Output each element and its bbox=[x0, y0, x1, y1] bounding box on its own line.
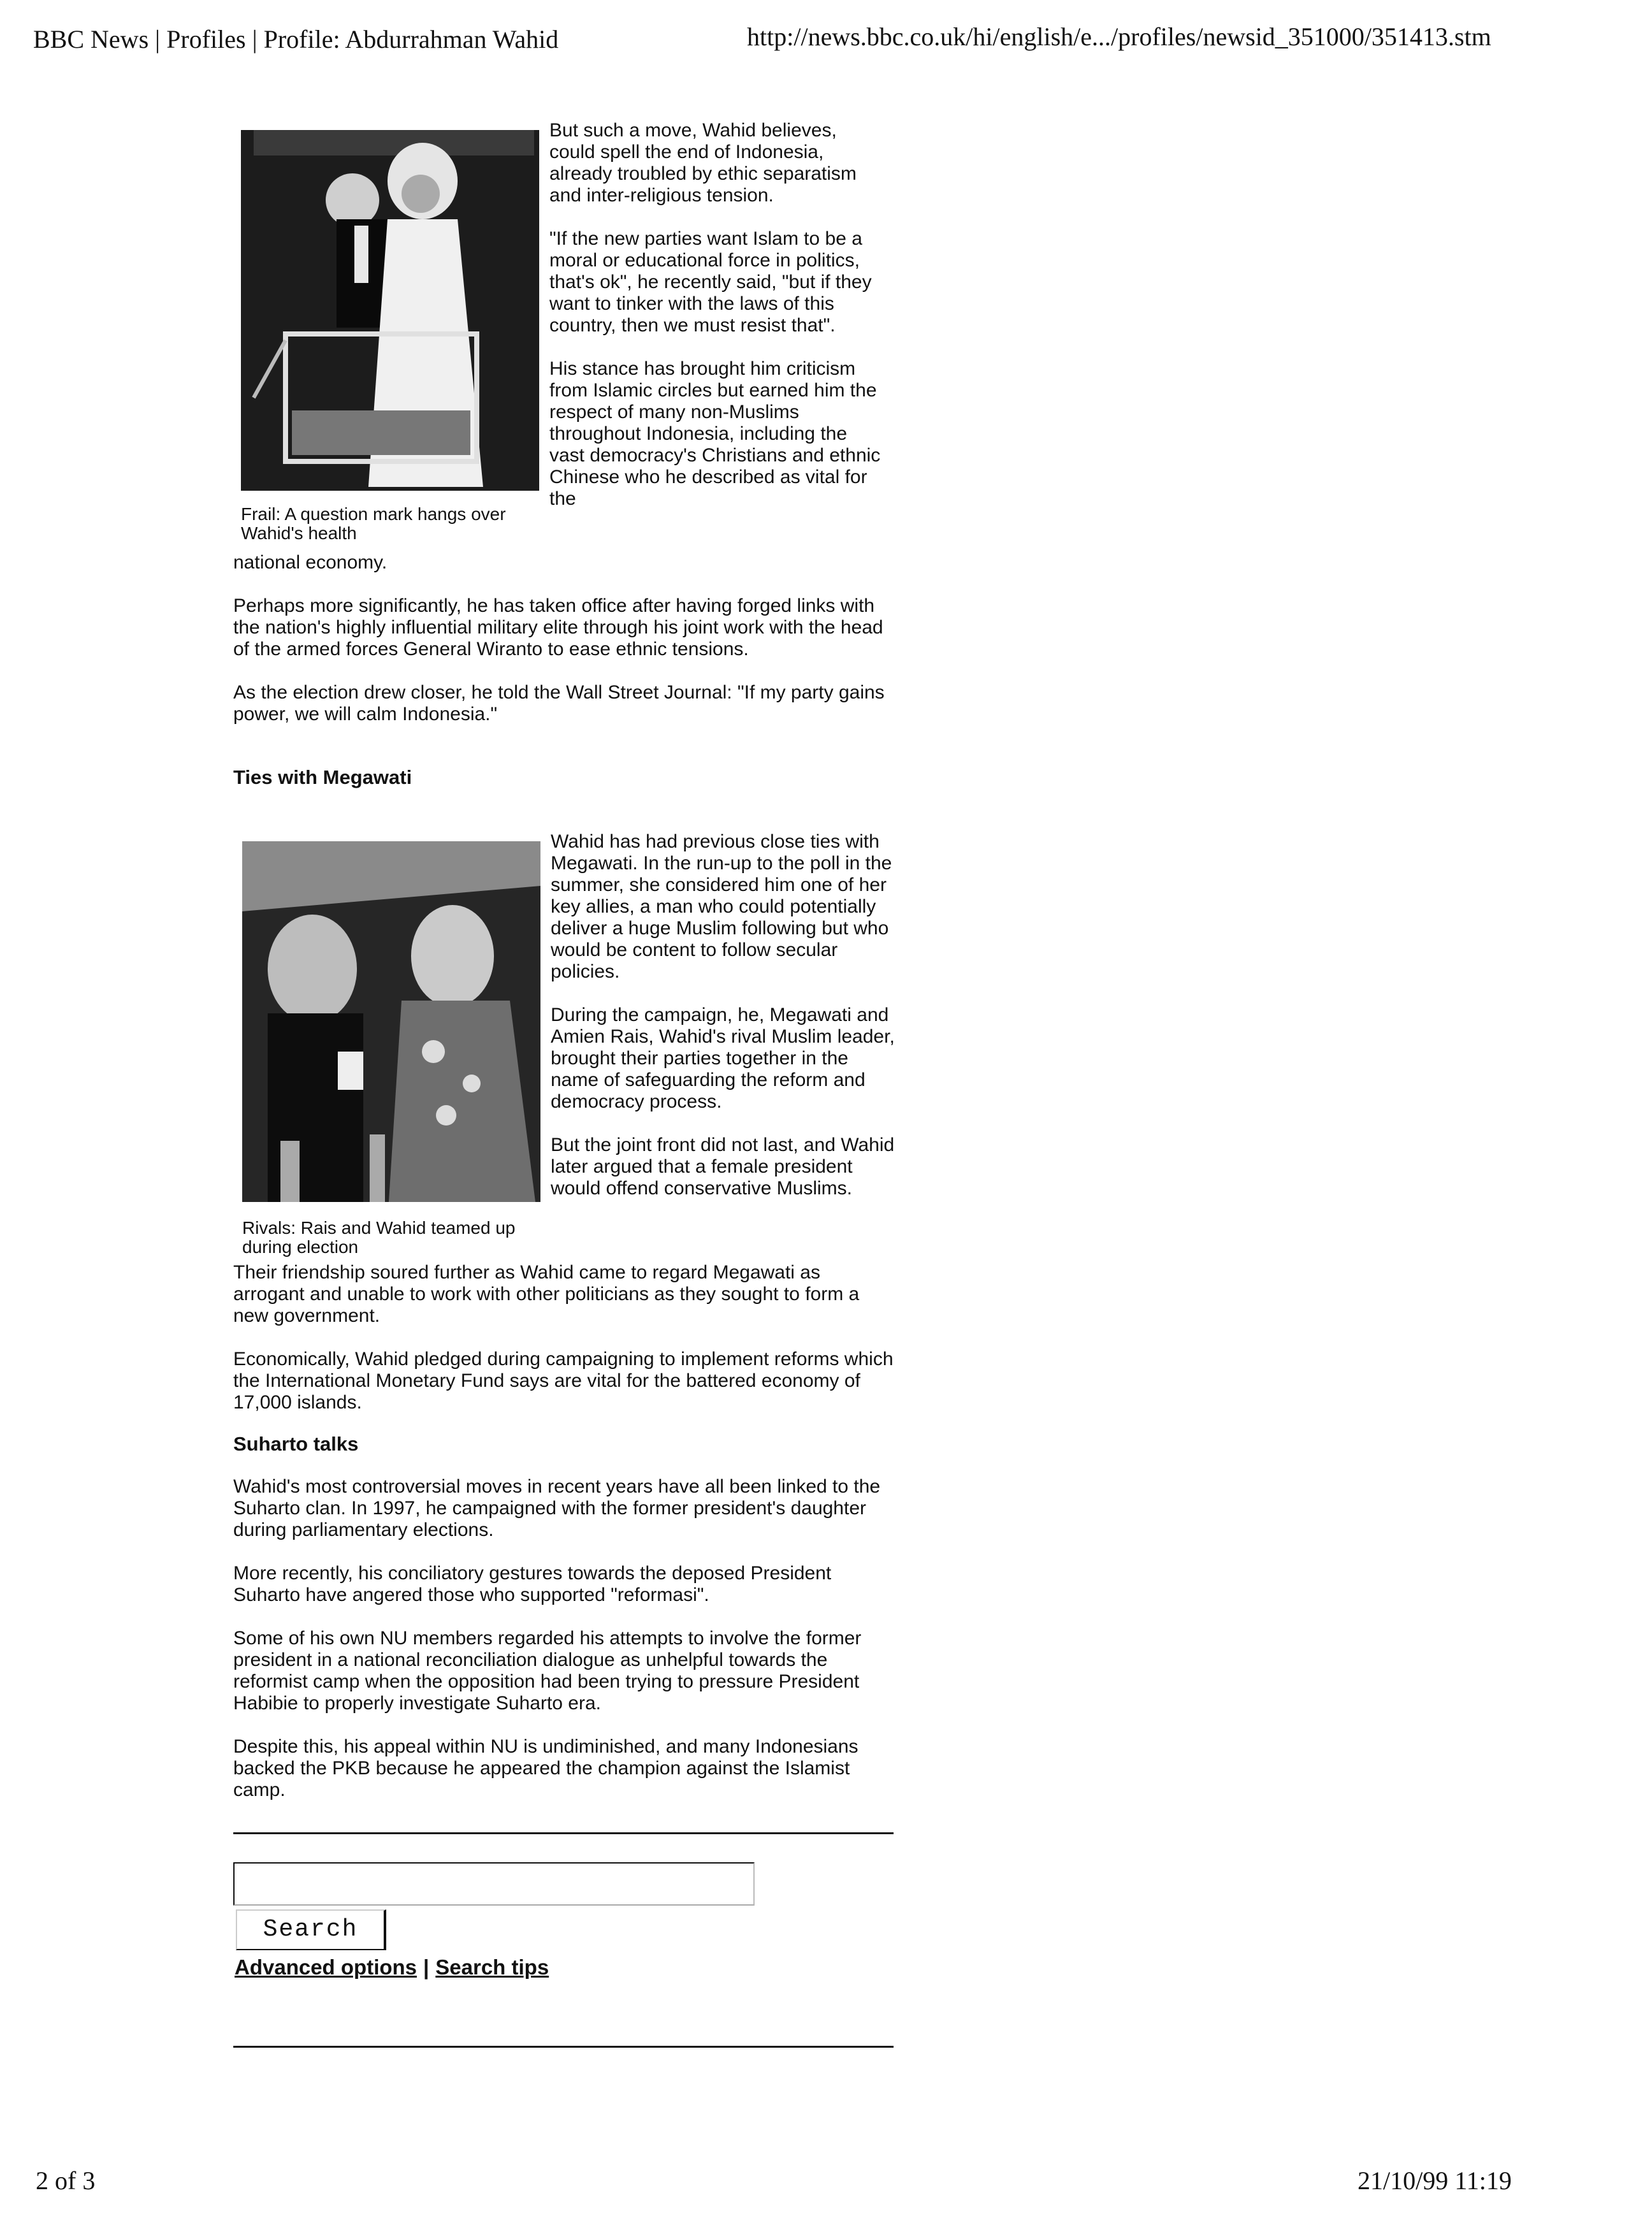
search-links bbox=[235, 1955, 549, 1980]
advanced-options-link[interactable]: Advanced options bbox=[235, 1955, 417, 1979]
paragraph: But such a move, Wahid believes, could spell the end of Indonesia, already troubled by ethic separatism and inter-religious tension. bbox=[549, 120, 857, 206]
paragraph: Wahid's most controversial moves in recent years have all been linked to the Suharto clan. In 1997, he campaigned with the former president's daughter during parliamentary elections. bbox=[233, 1476, 881, 1540]
section-heading: Ties with Megawati bbox=[233, 766, 412, 788]
rivals-photo bbox=[242, 841, 540, 1202]
body-text-2 bbox=[233, 1262, 896, 1414]
paragraph: More recently, his conciliatory gestures towards the deposed President Suharto have angered those who supported "reformasi". bbox=[233, 1563, 832, 1605]
column-text-2 bbox=[551, 831, 895, 1199]
paragraph: Economically, Wahid pledged during campaigning to implement reforms which the International Monetary Fund says are vital for the battered economy of 17,000 islands. bbox=[233, 1349, 894, 1413]
divider bbox=[233, 2046, 894, 2048]
paragraph: Some of his own NU members regarded his attempts to involve the former president in a national reconciliation dialogue as unhelpful towards the reformist camp when the opposition had been trying to pressure President Habibie to properly investigate Suharto era. bbox=[233, 1628, 862, 1714]
paragraph: Their friendship soured further as Wahid came to regard Megawati as arrogant and unable to work with other politicians as they sought to form a new government. bbox=[233, 1262, 860, 1326]
window-title: BBC News | Profiles | Profile: Abdurrahman Wahid bbox=[33, 25, 559, 54]
paragraph: His stance has brought him criticism from Islamic circles but earned him the respect of many non-Muslims throughout Indonesia, including the vast democracy's Christians and ethnic Chinese who he described as vital for the bbox=[549, 358, 881, 509]
paragraph: Despite this, his appeal within NU is undiminished, and many Indonesians backed the PKB because he appeared the champion against the Islamist camp. bbox=[233, 1736, 859, 1800]
search-input[interactable] bbox=[233, 1862, 755, 1906]
section-heading: Suharto talks bbox=[233, 1433, 359, 1455]
paragraph: As the election drew closer, he told the Wall Street Journal: "If my party gains power, we will calm Indonesia." bbox=[233, 682, 885, 725]
paragraph: Perhaps more significantly, he has taken office after having forged links with the nation's highly influential military elite through his joint work with the head of the armed forces General Wiranto to ease ethnic tensions. bbox=[233, 595, 883, 660]
paragraph: national economy. bbox=[233, 552, 388, 573]
body-text-3 bbox=[233, 1476, 896, 1801]
link-separator: | bbox=[423, 1955, 430, 1979]
column-text-1 bbox=[549, 120, 887, 510]
figure1-caption: Frail: A question mark hangs over Wahid's health bbox=[241, 504, 506, 543]
paragraph: During the campaign, he, Megawati and Amien Rais, Wahid's rival Muslim leader, brought their parties together in the name of safeguarding the reform and democracy process. bbox=[551, 1004, 895, 1112]
page-url: http://news.bbc.co.uk/hi/english/e.../profiles/newsid_351000/351413.stm bbox=[747, 22, 1491, 51]
body-text-1 bbox=[233, 552, 896, 747]
search-tips-link[interactable]: Search tips bbox=[435, 1955, 549, 1979]
print-datetime: 21/10/99 11:19 bbox=[1358, 2166, 1512, 2195]
paragraph: "If the new parties want Islam to be a moral or educational force in politics, that's ok", he recently said, "but if they want to tinker with the laws of this country, then we must resist that". bbox=[549, 228, 872, 336]
figure2-caption: Rivals: Rais and Wahid teamed up during election bbox=[242, 1218, 516, 1257]
paragraph: But the joint front did not last, and Wahid later argued that a female president would offend conservative Muslims. bbox=[551, 1134, 895, 1199]
divider bbox=[233, 1832, 894, 1834]
page-number: 2 of 3 bbox=[36, 2166, 96, 2195]
search-button[interactable]: Search bbox=[236, 1909, 386, 1950]
paragraph: Wahid has had previous close ties with Megawati. In the run-up to the poll in the summer, she considered him one of her key allies, a man who could potentially deliver a huge Muslim following but who would be content to follow secular policies. bbox=[551, 831, 892, 982]
wahid-photo bbox=[241, 130, 539, 491]
